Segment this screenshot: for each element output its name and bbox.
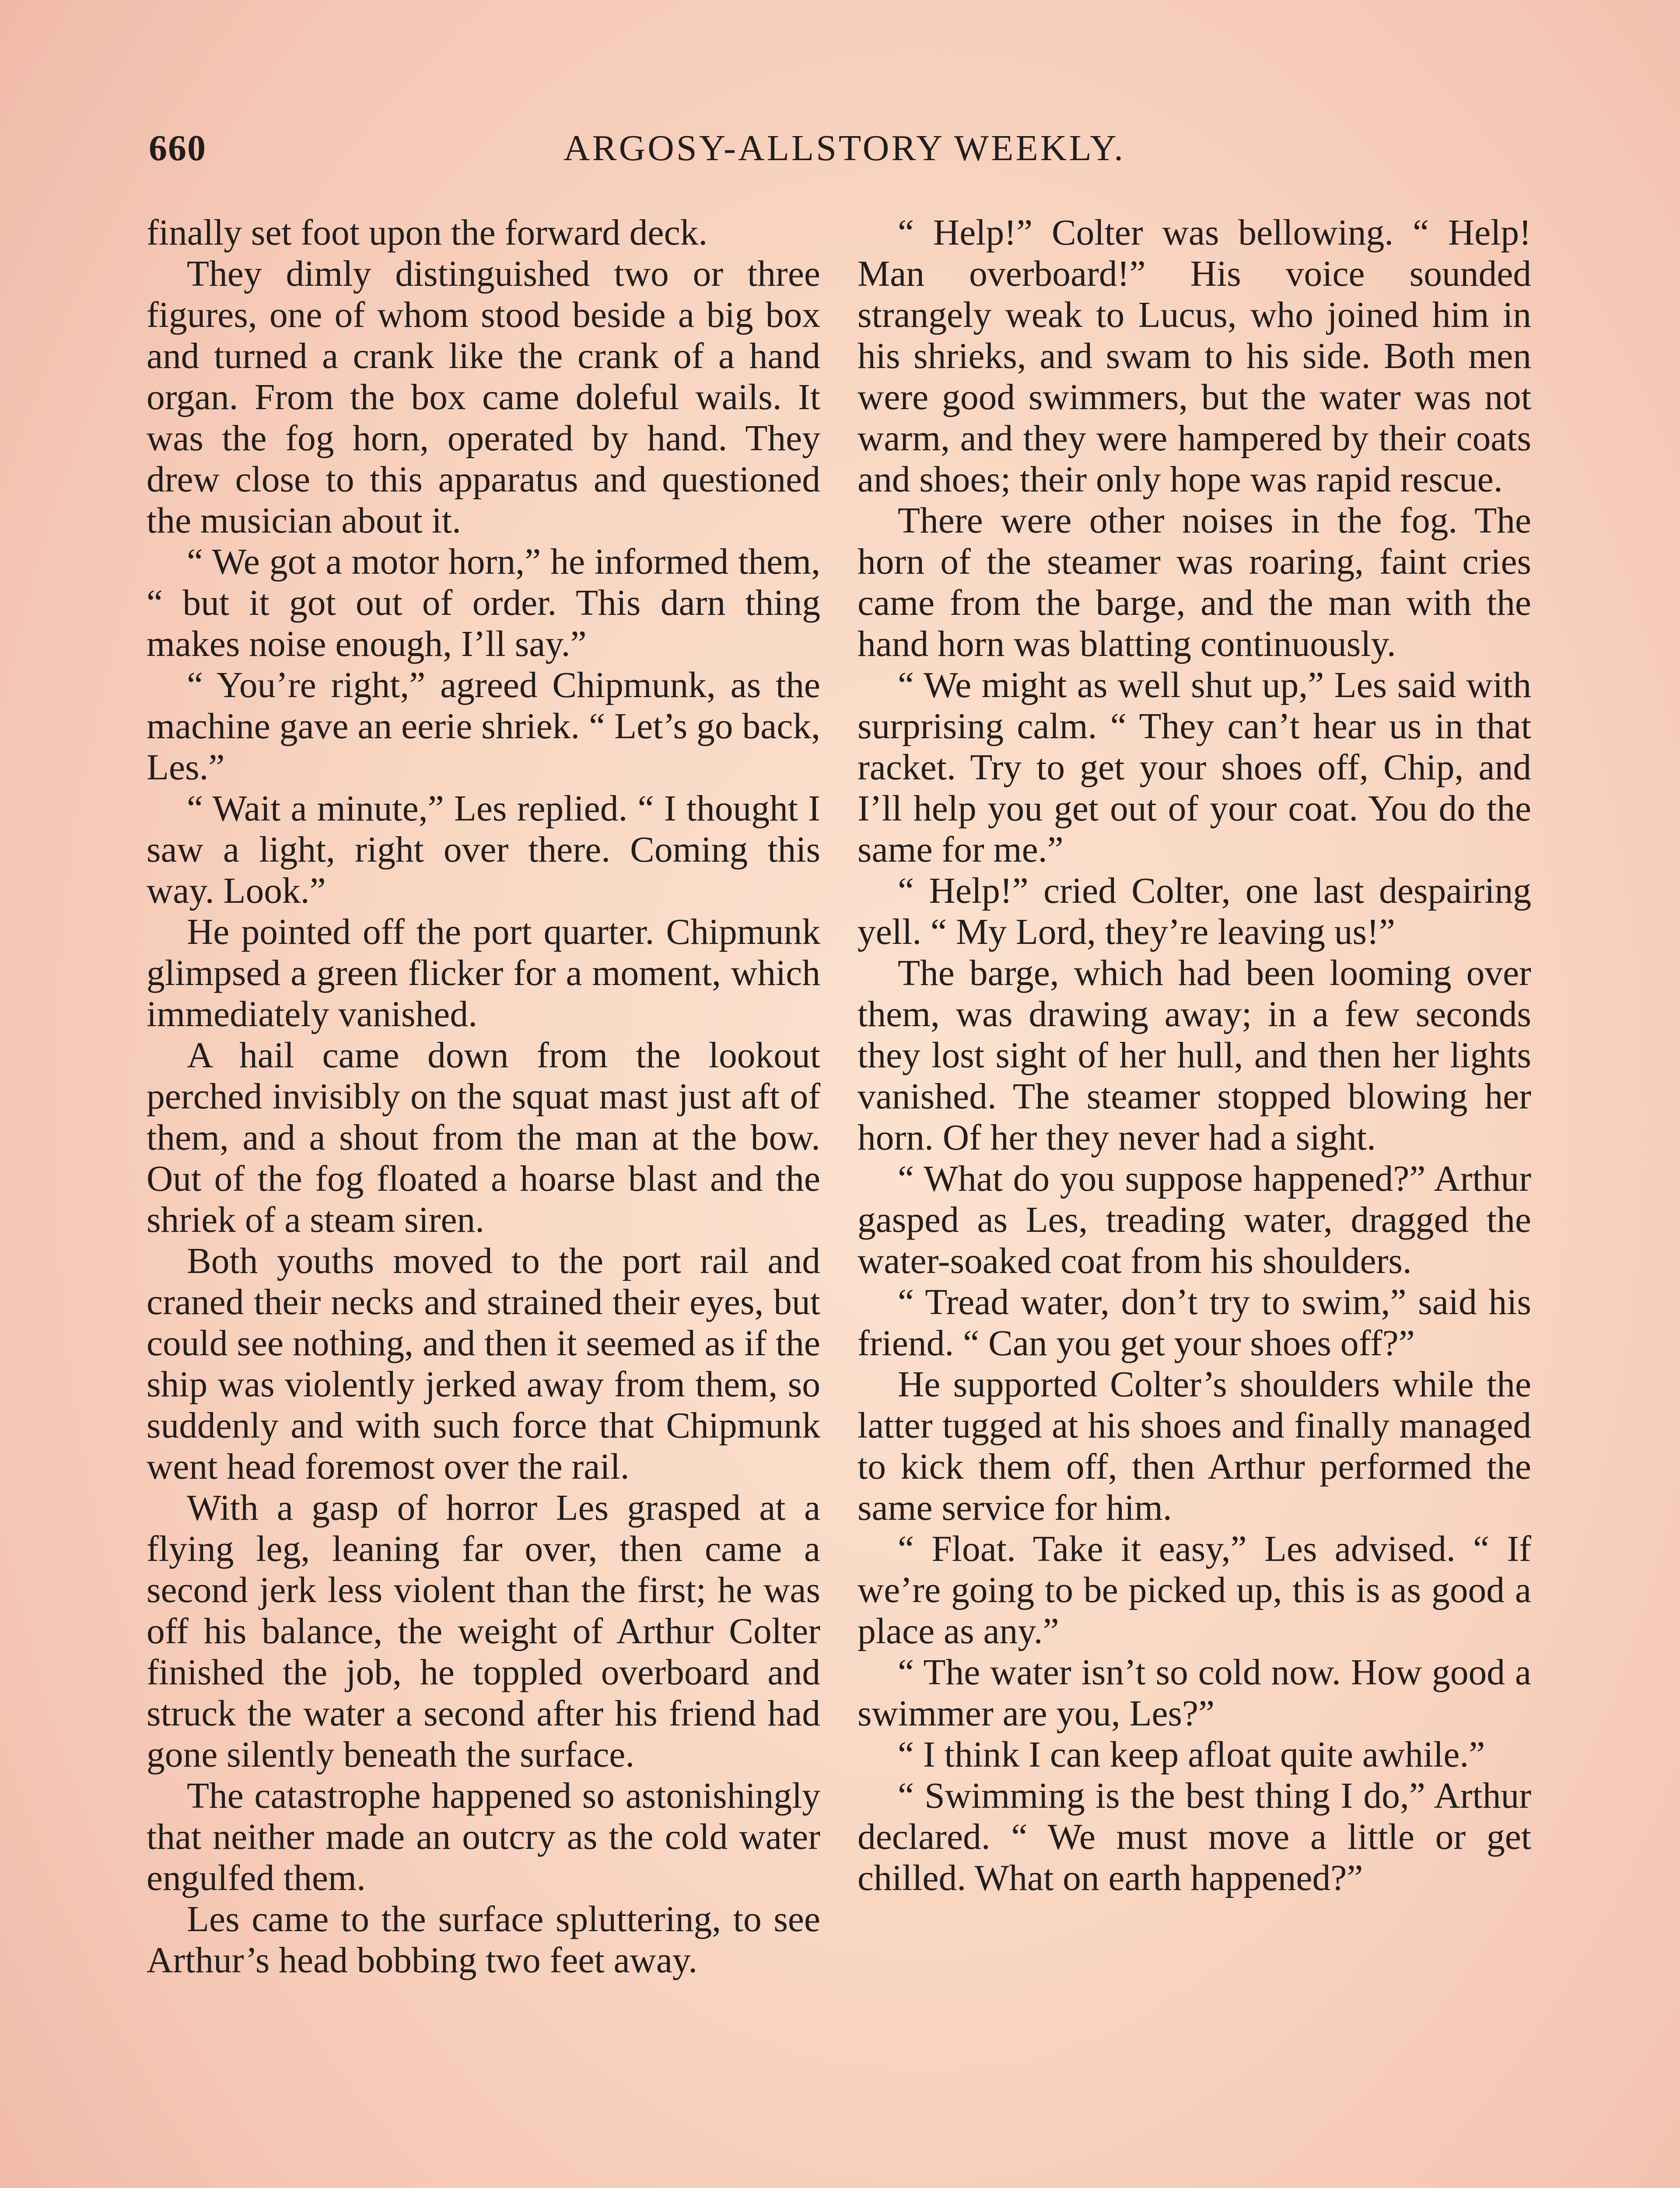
paragraph: “ The water isn’t so cold now. How good a swimmer are you, Les?” [858, 1652, 1531, 1734]
paragraph: He pointed off the port quarter. Chipmunk glimpsed a green flicker for a moment, which immediately vanished. [147, 912, 820, 1034]
paragraph: “ Wait a minute,” Les replied. “ I thought I saw a light, right over there. Coming this way. Look.” [147, 789, 820, 911]
paragraph: There were other noises in the fog. The horn of the steamer was roaring, faint cries came from the barge, and the man with the hand horn was blatting continuously. [858, 501, 1531, 664]
left-column [147, 212, 820, 1981]
paragraph: “ Help!” Colter was bellowing. “ Help! Man overboard!” His voice sounded strangely weak to Lucus, who joined him in his shrieks, and swam to his side. Both men were good swimmers, but the water was not warm, and they were hampered by their coats and shoes; their only hope was rapid rescue. [858, 213, 1531, 500]
paragraph: “ Float. Take it easy,” Les advised. “ If we’re going to be picked up, this is as good a place as any.” [858, 1529, 1531, 1652]
paragraph: “ You’re right,” agreed Chipmunk, as the machine gave an eerie shriek. “ Let’s go back, Les.” [147, 665, 820, 788]
paragraph: The catastrophe happened so astonishingly that neither made an outcry as the cold water engulfed them. [147, 1776, 820, 1898]
running-title: ARGOSY-ALLSTORY WEEKLY. [563, 128, 1126, 168]
paragraph: A hail came down from the lookout perched invisibly on the squat mast just aft of them, and a shout from the man at the bow. Out of the fog floated a hoarse blast and the shriek of a steam siren. [147, 1035, 820, 1240]
right-column [858, 212, 1531, 1899]
paragraph: They dimly distinguished two or three figures, one of whom stood beside a big box and turned a crank like the crank of a hand organ. From the box came doleful wails. It was the fog horn, operated by hand. They drew close to this apparatus and questioned the musician about it. [147, 254, 820, 541]
paragraph: “ We might as well shut up,” Les said with surprising calm. “ They can’t hear us in that racket. Try to get your shoes off, Chip, and I’ll help you get out of your coat. You do the same for me.” [858, 665, 1531, 870]
paragraph: “ What do you suppose happened?” Arthur gasped as Les, treading water, dragged the water-soaked coat from his shoulders. [858, 1159, 1531, 1281]
paragraph: “ Tread water, don’t try to swim,” said his friend. “ Can you get your shoes off?” [858, 1282, 1531, 1364]
paragraph: “ Help!” cried Colter, one last despairing yell. “ My Lord, they’re leaving us!” [858, 871, 1531, 952]
paragraph: With a gasp of horror Les grasped at a flying leg, leaning far over, then came a second jerk less violent than the first; he was off his balance, the weight of Arthur Colter finished the job, he toppled overboard and struck the water a second after his friend had gone silently beneath the surface. [147, 1488, 820, 1775]
page-header [149, 127, 1540, 179]
paragraph: Les came to the surface spluttering, to see Arthur’s head bobbing two feet away. [147, 1899, 820, 1981]
paragraph: The barge, which had been looming over them, was drawing away; in a few seconds they lost sight of her hull, and then her lights vanished. The steamer stopped blowing her horn. Of her they never had a sight. [858, 953, 1531, 1158]
page-number: 660 [149, 128, 206, 168]
paragraph: He supported Colter’s shoulders while the latter tugged at his shoes and finally managed to kick them off, then Arthur performed the same service for him. [858, 1364, 1531, 1528]
paragraph: finally set foot upon the forward deck. [147, 213, 708, 253]
paragraph: Both youths moved to the port rail and craned their necks and strained their eyes, but could see nothing, and then it seemed as if the ship was violently jerked away from them, so suddenly and with such force that Chipmunk went head foremost over the rail. [147, 1241, 820, 1487]
paragraph: “ We got a motor horn,” he informed them, “ but it got out of order. This darn thing makes noise enough, I’ll say.” [147, 542, 820, 664]
paragraph: “ Swimming is the best thing I do,” Arthur declared. “ We must move a little or get chilled. What on earth happened?” [858, 1776, 1531, 1898]
paragraph: “ I think I can keep afloat quite awhile.” [898, 1735, 1485, 1775]
